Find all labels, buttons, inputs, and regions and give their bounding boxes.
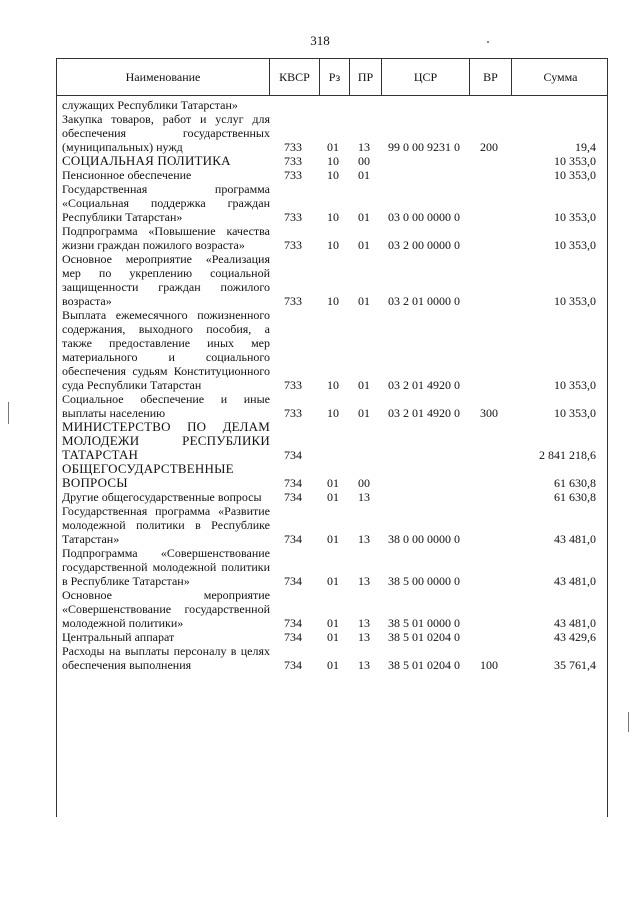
scan-dot [487,41,489,43]
cell-csr: 38 5 01 0204 0 [388,630,460,644]
cell-rz: 01 [327,630,339,644]
row-name: Центральный аппарат [62,630,175,644]
cell-pr: 13 [358,490,370,504]
cell-kvsr: 733 [284,154,302,168]
cell-vr: 200 [480,140,498,154]
cell-vr: 300 [480,406,498,420]
cell-kvsr: 733 [284,406,302,420]
cell-vr: 100 [480,658,498,672]
row-name: Подпрограмма «Совершенствование государственной молодежной политики в Республике Татарстан» [62,546,270,588]
cell-rz: 10 [327,154,339,168]
cell-kvsr: 734 [284,476,302,490]
cell-csr: 38 0 00 0000 0 [388,532,460,546]
row-name: служащих Республики Татарстан» [62,98,238,112]
cell-pr: 13 [358,532,370,546]
table-row [56,420,608,462]
row-name: Закупка товаров, работ и услуг для обеспечения государственных (муниципальных) нужд [62,112,270,154]
cell-sum: 2 841 218,6 [539,448,596,462]
table-row [56,112,608,154]
cell-pr: 01 [358,378,370,392]
cell-kvsr: 734 [284,532,302,546]
header-csr: ЦСР [381,59,469,95]
table-row [56,490,608,504]
cell-sum: 10 353,0 [554,238,596,252]
header-vr: ВР [469,59,511,95]
cell-csr: 03 2 01 0000 0 [388,294,460,308]
row-name: Пенсионное обеспечение [62,168,192,182]
cell-rz: 01 [327,658,339,672]
cell-rz: 01 [327,490,339,504]
cell-kvsr: 734 [284,490,302,504]
table-row [56,644,608,672]
cell-kvsr: 734 [284,658,302,672]
page-number: 318 [310,33,330,48]
cell-csr: 03 2 01 4920 0 [388,378,460,392]
cell-pr: 01 [358,294,370,308]
cell-kvsr: 733 [284,140,302,154]
table-row [56,588,608,630]
header-pr: ПР [349,59,381,95]
table-row [56,182,608,224]
cell-csr: 38 5 01 0204 0 [388,658,460,672]
table-row [56,546,608,588]
cell-pr: 00 [358,476,370,490]
cell-sum: 10 353,0 [554,378,596,392]
cell-pr: 13 [358,140,370,154]
cell-csr: 03 2 01 4920 0 [388,406,460,420]
cell-rz: 10 [327,294,339,308]
table-row [56,252,608,308]
cell-pr: 13 [358,616,370,630]
cell-rz: 10 [327,406,339,420]
cell-kvsr: 734 [284,630,302,644]
cell-pr: 01 [358,168,370,182]
cell-kvsr: 733 [284,238,302,252]
table-row [56,504,608,546]
cell-pr: 01 [358,238,370,252]
table-row [56,392,608,420]
header-name: Наименование [125,69,201,84]
cell-rz: 10 [327,378,339,392]
cell-pr: 01 [358,210,370,224]
cell-sum: 10 353,0 [554,168,596,182]
cell-pr: 00 [358,154,370,168]
row-name: Выплата ежемесячного пожизненного содержания, выходного пособия, а также предоставление иных мер материального и социального обеспечения судьям Конституционного суда Республики Татарстан [62,308,270,392]
cell-kvsr: 734 [284,448,302,462]
header-kvsr: КВСР [269,59,319,95]
cell-sum: 43 429,6 [554,630,596,644]
cell-csr: 38 5 01 0000 0 [388,616,460,630]
cell-rz: 10 [327,210,339,224]
cell-rz: 01 [327,476,339,490]
scan-mark [628,712,629,732]
scan-mark [8,402,9,424]
cell-rz: 01 [327,140,339,154]
cell-kvsr: 734 [284,574,302,588]
cell-rz: 01 [327,616,339,630]
cell-rz: 10 [327,168,339,182]
header-sum: Сумма [511,59,609,95]
row-name: Другие общегосударственные вопросы [62,490,262,504]
row-name: СОЦИАЛЬНАЯ ПОЛИТИКА [62,153,231,168]
cell-sum: 10 353,0 [554,406,596,420]
row-name: ОБЩЕГОСУДАРСТВЕННЫЕ ВОПРОСЫ [62,461,234,490]
cell-kvsr: 733 [284,168,302,182]
cell-kvsr: 733 [284,210,302,224]
row-name: МИНИСТЕРСТВО ПО ДЕЛАМ МОЛОДЕЖИ РЕСПУБЛИКИ ТАТАРСТАН [62,419,270,462]
cell-sum: 61 630,8 [554,476,596,490]
row-name: Основное мероприятие «Реализация мер по укреплению социальной защищенности граждан пожилого возраста» [62,252,270,308]
cell-kvsr: 733 [284,294,302,308]
header-rz: Рз [319,59,349,95]
cell-rz: 01 [327,532,339,546]
cell-sum: 10 353,0 [554,154,596,168]
cell-sum: 43 481,0 [554,574,596,588]
table-row [56,462,608,490]
table-row [56,168,608,182]
cell-rz: 10 [327,238,339,252]
cell-kvsr: 733 [284,378,302,392]
cell-csr: 38 5 00 0000 0 [388,574,460,588]
cell-pr: 13 [358,574,370,588]
table-row [56,630,608,644]
row-name: Государственная программа «Социальная поддержка граждан Республики Татарстан» [62,182,270,224]
row-name: Основное мероприятие «Совершенствование государственной молодежной политики» [62,588,270,630]
table-body [56,98,608,672]
row-name: Расходы на выплаты персоналу в целях обеспечения выполнения [62,644,270,672]
table-row [56,308,608,392]
table-row [56,224,608,252]
row-name: Социальное обеспечение и иные выплаты населению [62,392,270,420]
cell-sum: 43 481,0 [554,616,596,630]
cell-kvsr: 734 [284,616,302,630]
cell-sum: 10 353,0 [554,294,596,308]
row-name: Государственная программа «Развитие молодежной политики в Республике Татарстан» [62,504,270,546]
table-row [56,98,608,112]
cell-csr: 03 0 00 0000 0 [388,210,460,224]
cell-pr: 13 [358,658,370,672]
cell-csr: 03 2 00 0000 0 [388,238,460,252]
row-name: Подпрограмма «Повышение качества жизни граждан пожилого возраста» [62,224,270,252]
cell-sum: 19,4 [575,140,596,154]
cell-sum: 35 761,4 [554,658,596,672]
table-header [56,58,608,96]
cell-sum: 61 630,8 [554,490,596,504]
cell-sum: 10 353,0 [554,210,596,224]
table-row [56,154,608,168]
cell-pr: 13 [358,630,370,644]
cell-sum: 43 481,0 [554,532,596,546]
cell-csr: 99 0 00 9231 0 [388,140,460,154]
cell-rz: 01 [327,574,339,588]
cell-pr: 01 [358,406,370,420]
